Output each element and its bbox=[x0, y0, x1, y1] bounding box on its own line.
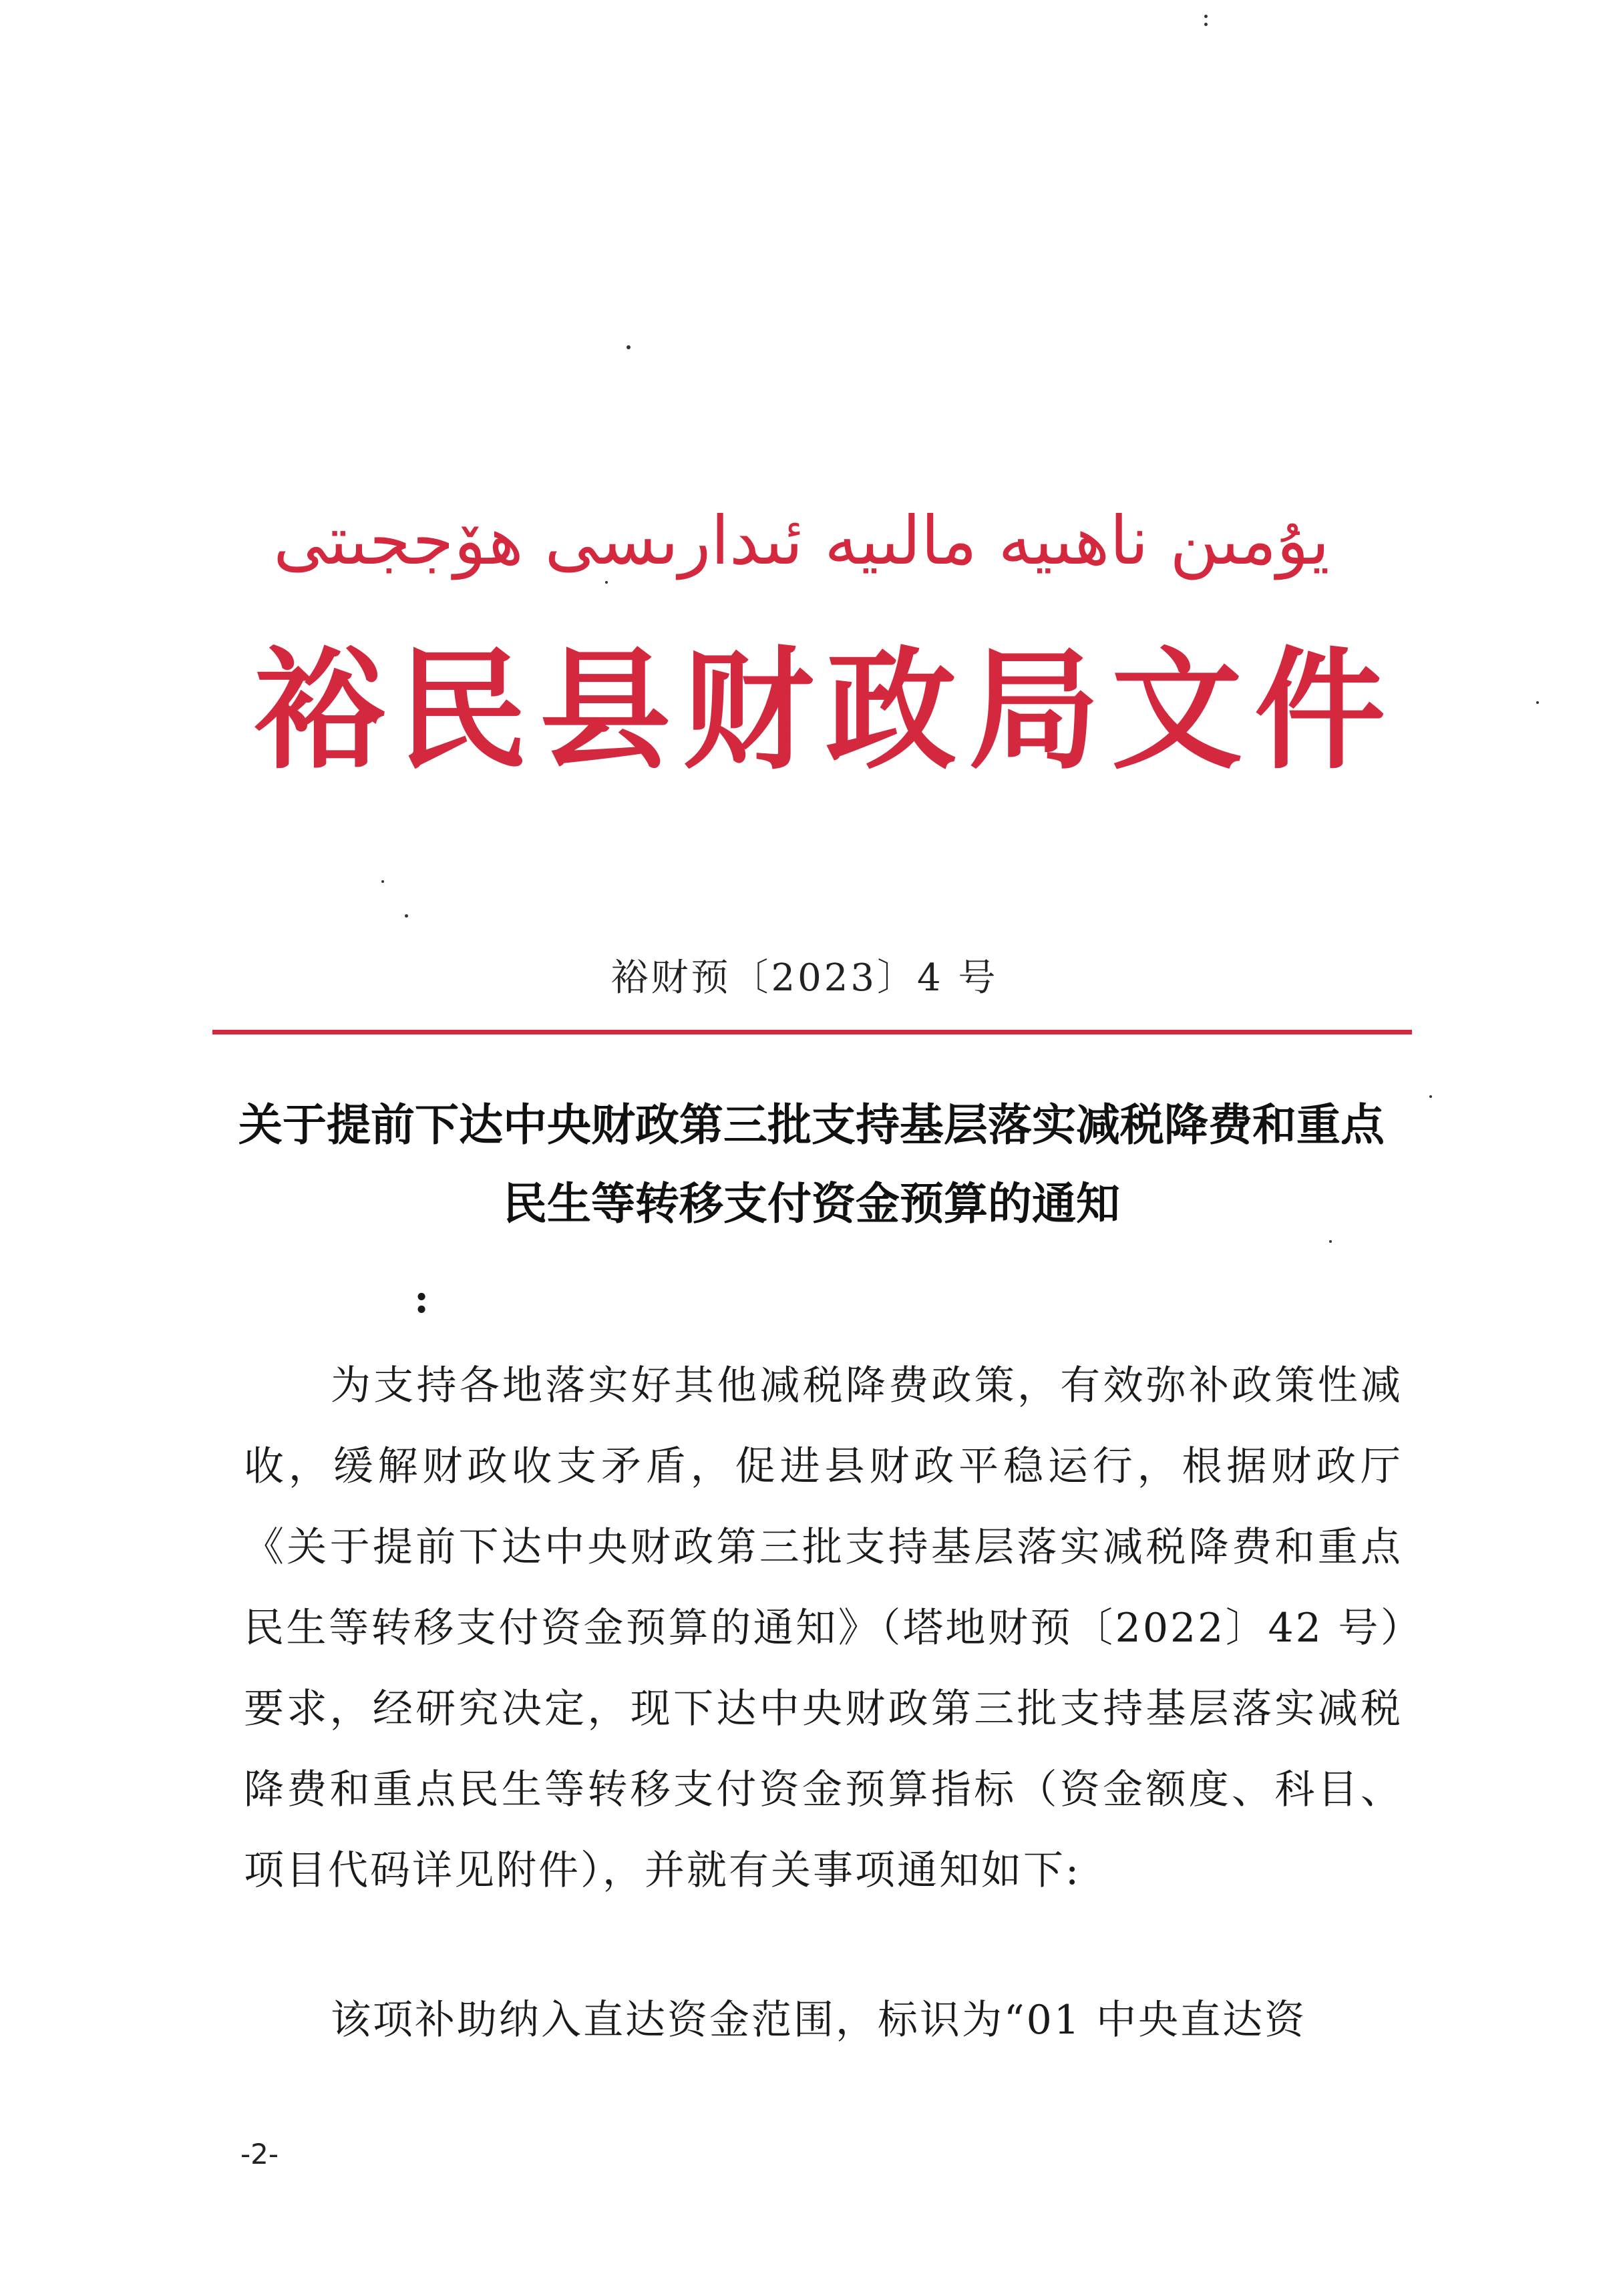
scan-speck bbox=[627, 345, 631, 349]
scan-speck bbox=[1204, 15, 1208, 18]
page-number: -2- bbox=[240, 2138, 279, 2170]
notice-title: 关于提前下达中央财政第三批支持基层落实减税降费和重点民生等转移支付资金预算的通知 bbox=[238, 1099, 1385, 1229]
body-paragraph-2: 该项补助纳入直达资金范围，标识为“01 中央直达资 bbox=[331, 1997, 1307, 2044]
scan-speck bbox=[1204, 23, 1208, 26]
document-number: 裕财预〔2023〕4 号 bbox=[610, 956, 999, 1000]
scan-speck bbox=[1429, 1095, 1432, 1098]
uyghur-header-title: ﻳﯘﻣﯩﻦ ﻧﺎﮬﯩﻴﻪ ﻣﺎﻟﯩﻴﻪ ﺋﯩﺪﺍﺭﯨﺴﻰ ﮬﯚﺟﺠﯩﺘﻰ bbox=[273, 502, 1330, 580]
body-paragraph-1: 为支持各地落实好其他减税降费政策，有效弥补政策性减收，缓解财政收支矛盾，促进县财政平稳运行，根据财政厅《关于提前下达中央财政第三批支持基层落实减税降费和重点民生等转移支付资金预算的通知》（塔地财预〔2022〕42 号）要求，经研究决定，现下达中央财政第三批支持基层落实减税降费和重点民生等转移支付资金预算指标（资金额度、科目、项目代码详见附件），并就有关事项通知如下: bbox=[244, 1362, 1403, 1894]
scan-speck bbox=[1536, 701, 1539, 704]
addressee-colon: : bbox=[414, 1276, 429, 1322]
red-divider-line bbox=[212, 1030, 1412, 1034]
scan-speck bbox=[381, 880, 384, 883]
scan-speck bbox=[405, 914, 408, 918]
scan-speck bbox=[605, 581, 608, 584]
document-header-title: 裕民县财政局文件 bbox=[254, 635, 1398, 787]
scan-speck bbox=[1329, 1240, 1332, 1243]
